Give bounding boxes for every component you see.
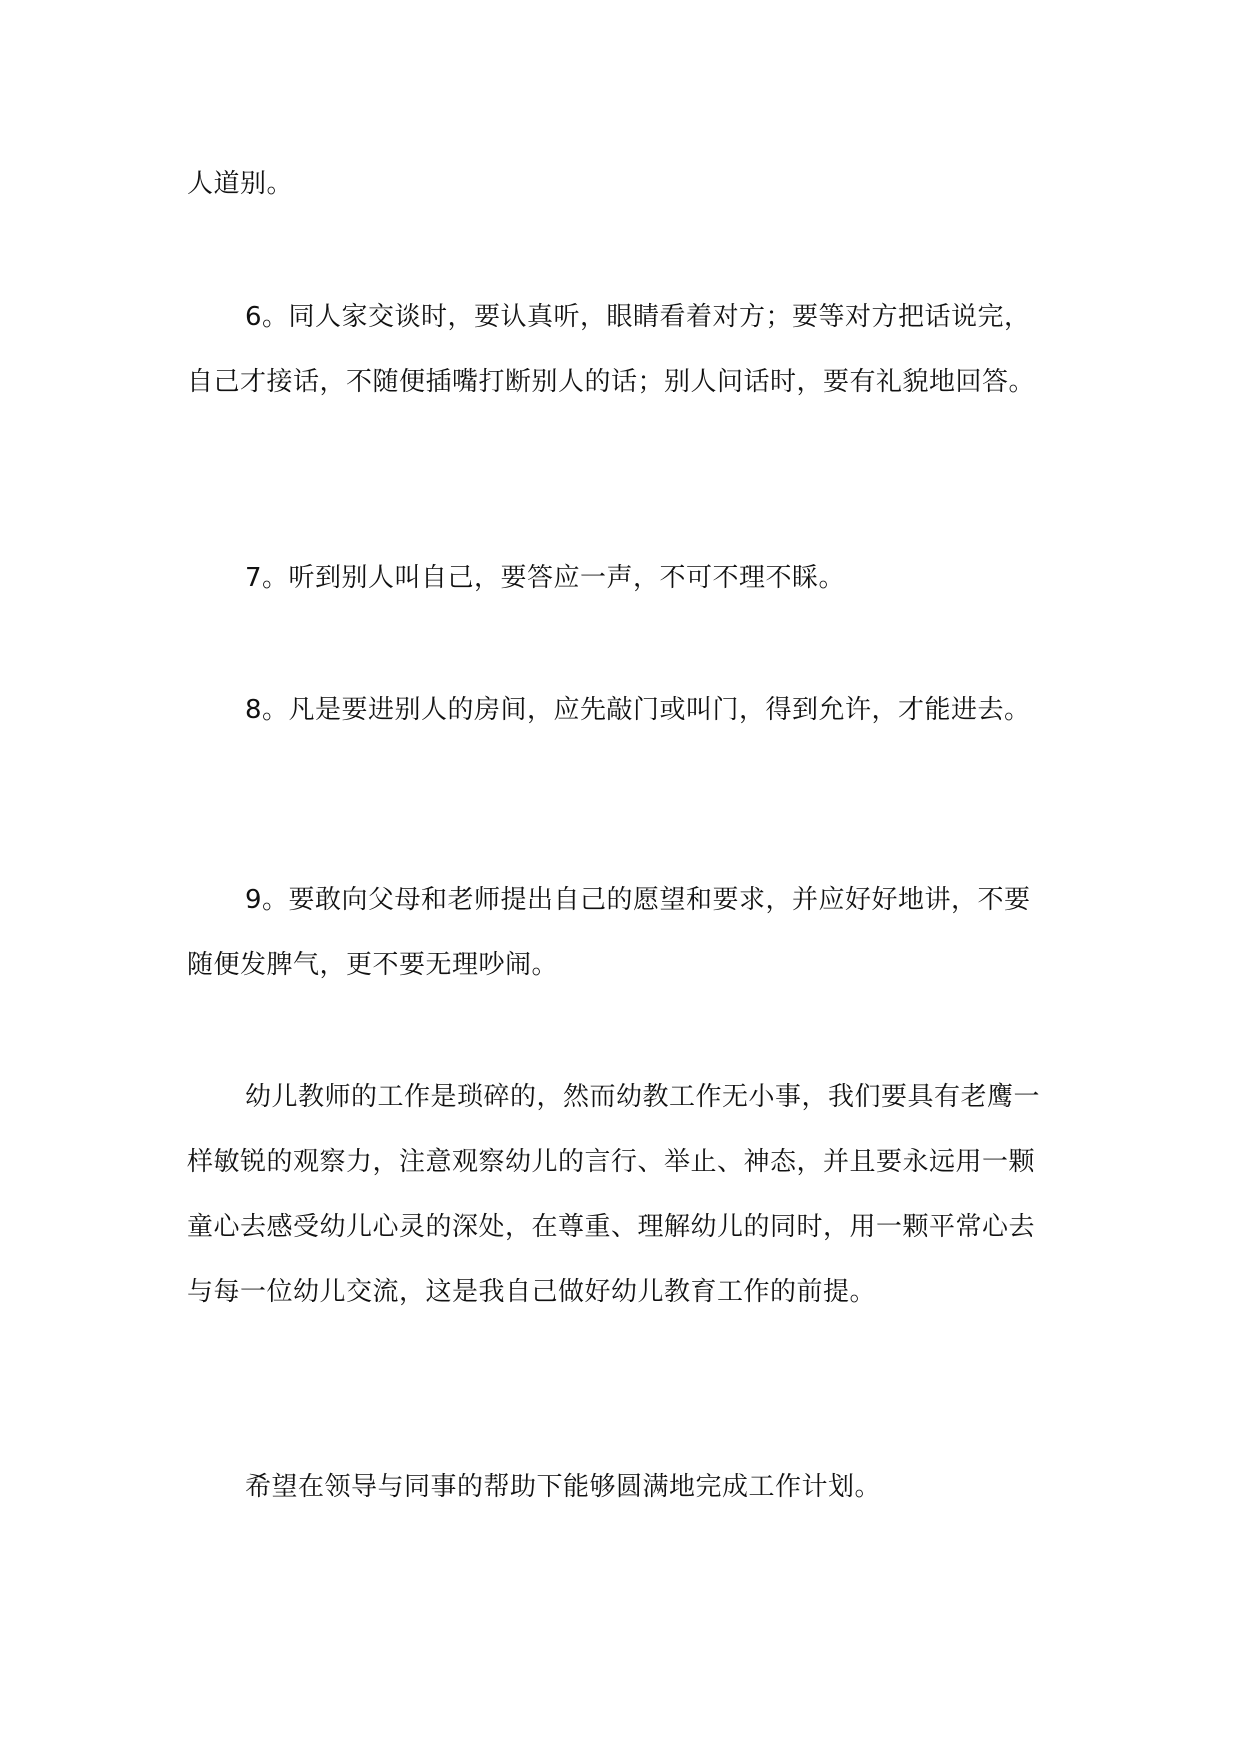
paragraph-continuation: 人道别。 — [187, 169, 294, 199]
paragraph-item-8: 8。凡是要进别人的房间，应先敲门或叫门，得到允许，才能进去。 — [245, 695, 1031, 725]
paragraph-item-7: 7。听到别人叫自己，要答应一声，不可不理不睬。 — [245, 563, 846, 593]
paragraph-closing: 希望在领导与同事的帮助下能够圆满地完成工作计划。 — [245, 1472, 882, 1502]
paragraph-teacher-work: 幼儿教师的工作是琐碎的，然而幼教工作无小事，我们要具有老鹰一样敏锐的观察力，注意观察幼儿的言行、举止、神态，并且要永远用一颗童心去感受幼儿心灵的深处，在尊重、理解幼儿的同时，用一颗平常心去与每一位幼儿交流，这是我自己做好幼儿教育工作的前提。 — [187, 1082, 1041, 1307]
paragraph-item-9: 9。要敢向父母和老师提出自己的愿望和要求，并应好好地讲，不要随便发脾气，更不要无理吵闹。 — [187, 885, 1031, 980]
paragraph-item-6: 6。同人家交谈时，要认真听，眼睛看着对方；要等对方把话说完，自己才接话，不随便插嘴打断别人的话；别人问话时，要有礼貌地回答。 — [187, 302, 1036, 397]
